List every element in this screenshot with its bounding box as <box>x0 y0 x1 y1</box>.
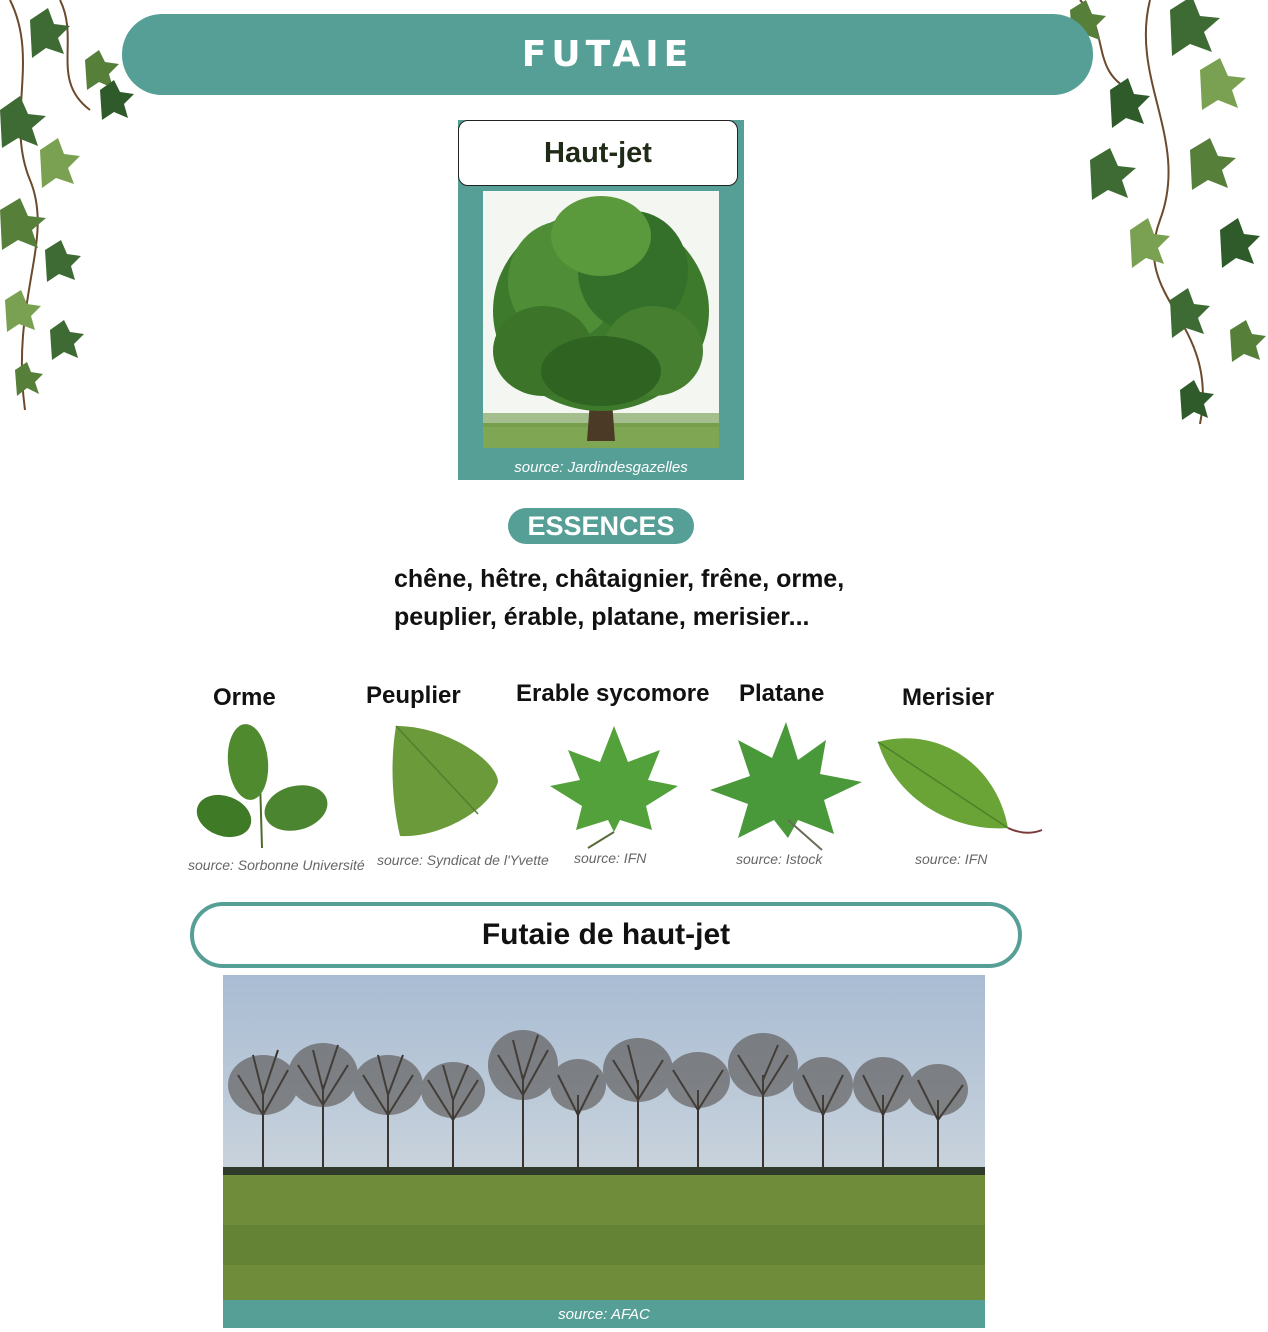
merisier-leaf-image <box>876 732 1044 838</box>
essences-label: ESSENCES <box>508 508 694 544</box>
section-heading: Futaie de haut-jet <box>190 902 1022 968</box>
card-source: source: Jardindesgazelles <box>514 459 688 476</box>
futaie-landscape-photo <box>223 975 985 1300</box>
leaf-name-platane: Platane <box>739 680 825 707</box>
leaf-source-merisier: source: IFN <box>915 851 988 867</box>
peuplier-leaf-image <box>388 722 500 840</box>
leaf-source-erable: source: IFN <box>574 850 647 866</box>
essences-line-1: chêne, hêtre, châtaignier, frêne, orme, <box>394 565 845 593</box>
essences-list <box>394 560 874 636</box>
leaf-name-erable: Erable sycomore <box>516 680 710 707</box>
tree-photo <box>483 191 719 448</box>
platane-leaf-image <box>708 720 864 854</box>
leaf-name-peuplier: Peuplier <box>366 682 461 709</box>
title-banner <box>122 14 1093 95</box>
card-heading: Haut-jet <box>458 120 738 186</box>
leaf-source-platane: source: Istock <box>736 851 823 867</box>
leaf-source-peuplier: source: Syndicat de l'Yvette <box>377 852 549 868</box>
essences-line-2: peuplier, érable, platane, merisier... <box>394 603 810 631</box>
orme-leaf-image <box>192 720 332 850</box>
erable-leaf-image <box>548 722 680 850</box>
leaf-name-orme: Orme <box>213 684 276 711</box>
page-title: FUTAIE <box>521 34 694 75</box>
leaf-name-merisier: Merisier <box>902 684 995 711</box>
haut-jet-card <box>458 120 744 480</box>
landscape-source: source: AFAC <box>223 1300 985 1328</box>
leaf-source-orme: source: Sorbonne Université <box>188 857 365 873</box>
